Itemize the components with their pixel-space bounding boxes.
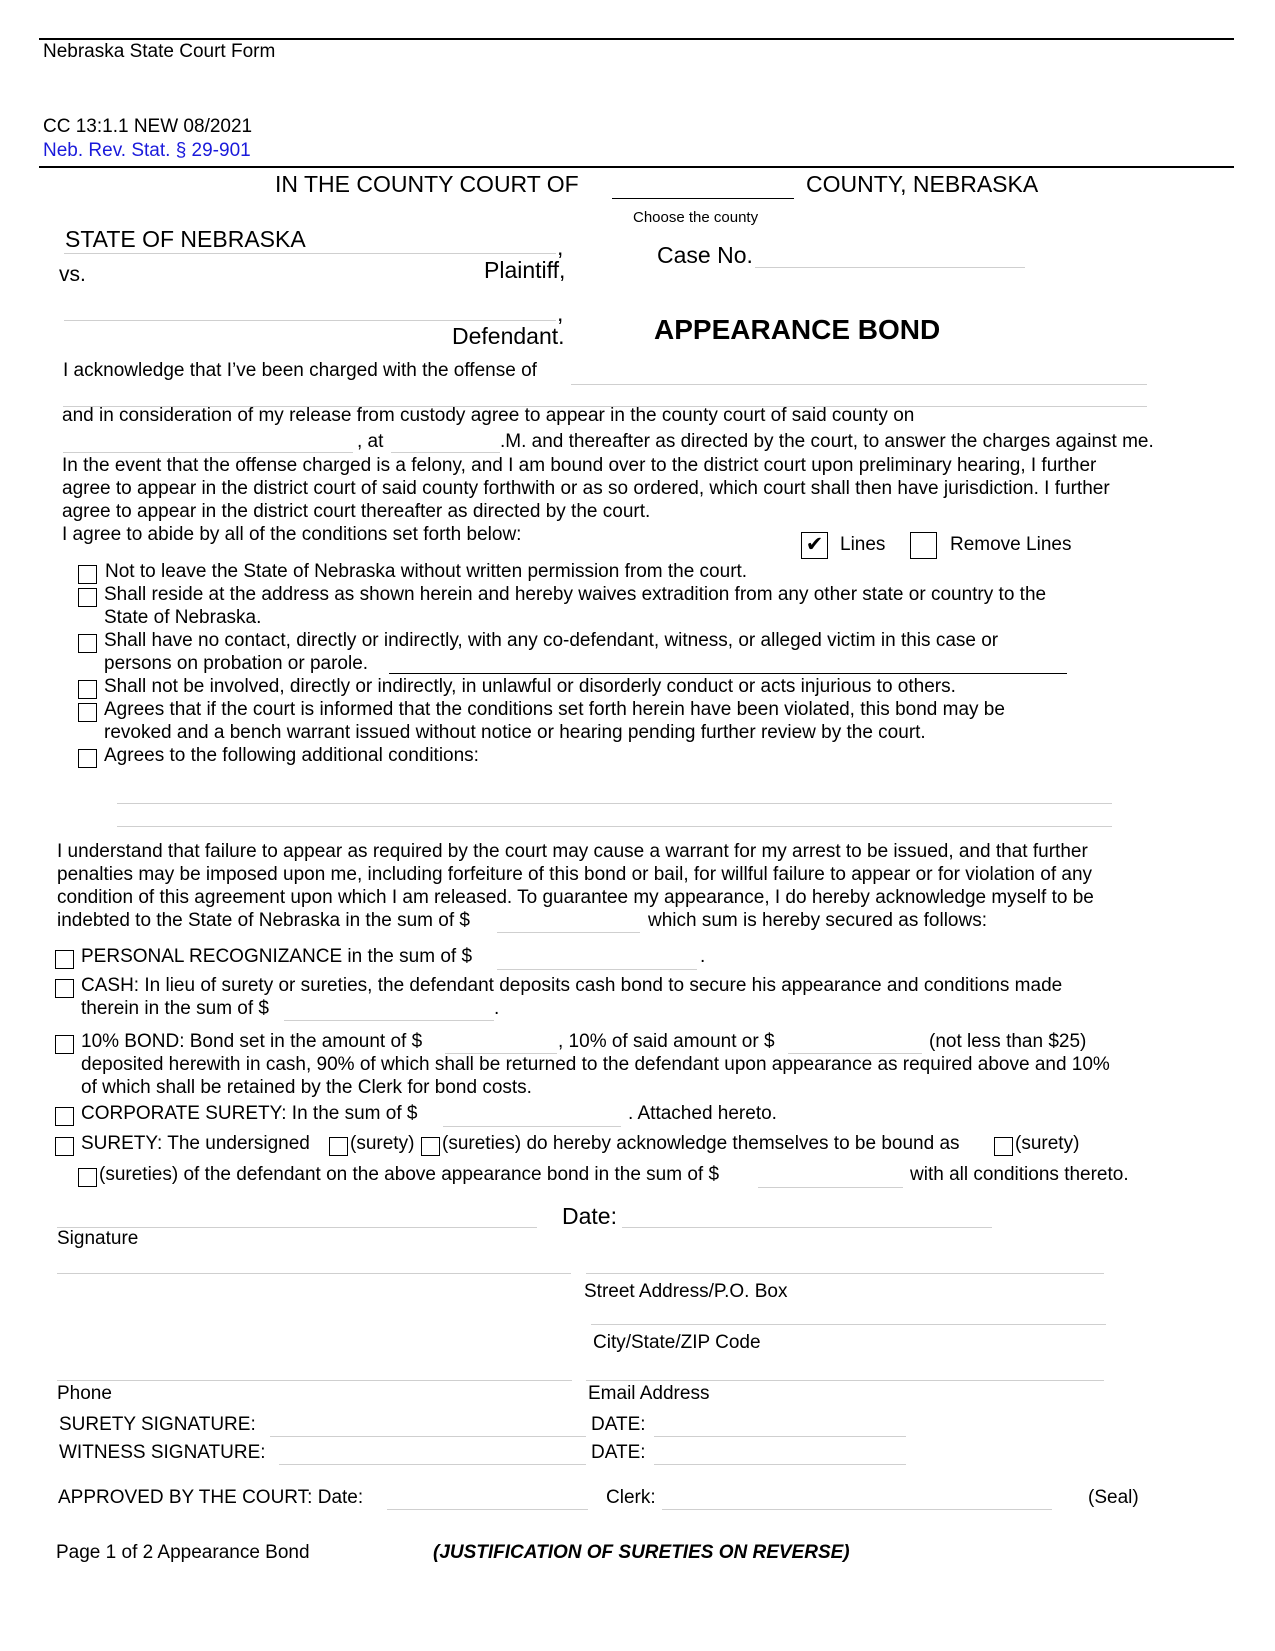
ten-percent-text-3: of which shall be retained by the Clerk for bond costs. xyxy=(81,1077,532,1098)
bound-surety-label: (surety) xyxy=(1015,1133,1080,1154)
condition-5-checkbox[interactable] xyxy=(78,703,97,722)
understanding-line-4-end: which sum is hereby secured as follows: xyxy=(648,910,987,931)
surety-date-label: DATE: xyxy=(591,1414,646,1435)
additional-conditions-field-2[interactable] xyxy=(117,826,1112,827)
street-label: Street Address/P.O. Box xyxy=(584,1281,788,1302)
felony-line-3: agree to appear in the district court thereafter as directed by the court. xyxy=(62,501,651,522)
cash-sum-field[interactable] xyxy=(284,1020,494,1021)
ten-percent-mid: , 10% of said amount or $ xyxy=(558,1031,775,1052)
defendant-field-line[interactable] xyxy=(64,320,556,321)
approved-date-field[interactable] xyxy=(387,1509,588,1510)
bound-surety-checkbox[interactable] xyxy=(994,1137,1013,1156)
clerk-label: Clerk: xyxy=(606,1487,656,1508)
case-no-label: Case No. xyxy=(657,242,753,268)
personal-recognizance-checkbox[interactable] xyxy=(55,950,74,969)
surety-signature-label: SURETY SIGNATURE: xyxy=(59,1414,256,1435)
form-title: APPEARANCE BOND xyxy=(654,314,941,345)
sureties-sum-text: (sureties) of the defendant on the above appearance bond in the sum of $ xyxy=(99,1164,720,1185)
ten-percent-text-2: deposited herewith in cash, 90% of which shall be returned to the defendant upon appearance as required above and 10% xyxy=(81,1054,1110,1075)
ten-percent-text: 10% BOND: Bond set in the amount of $ xyxy=(81,1031,423,1052)
page-footer: Page 1 of 2 Appearance Bond xyxy=(56,1542,310,1563)
condition-4-checkbox[interactable] xyxy=(78,680,97,699)
form-code: CC 13:1.1 NEW 08/2021 xyxy=(43,116,253,137)
corporate-surety-text: CORPORATE SURETY: In the sum of $ xyxy=(81,1103,418,1124)
phone-label: Phone xyxy=(57,1383,112,1404)
understanding-line-1: I understand that failure to appear as required by the court may cause a warrant for my arrest to be issued, and that further xyxy=(57,841,1088,862)
condition-2-text-cont: State of Nebraska. xyxy=(104,607,262,628)
ten-percent-checkbox[interactable] xyxy=(55,1035,74,1054)
name-field[interactable] xyxy=(57,1273,571,1274)
surety-single-checkbox[interactable] xyxy=(329,1137,348,1156)
lines-label: Lines xyxy=(840,534,886,555)
condition-3-text: Shall have no contact, directly or indirectly, with any co-defendant, witness, or alleged victim in this case or xyxy=(104,630,999,651)
understanding-line-3: condition of this agreement upon which I am released. To guarantee my appearance, I do hereby acknowledge myself to be xyxy=(57,887,1094,908)
condition-3-checkbox[interactable] xyxy=(78,634,97,653)
cash-text: CASH: In lieu of surety or sureties, the defendant deposits cash bond to secure his appearance and conditions made xyxy=(81,975,1063,996)
remove-lines-checkbox[interactable] xyxy=(910,532,937,559)
witness-date-label: DATE: xyxy=(591,1442,646,1463)
defendant-comma: , xyxy=(557,300,564,326)
appear-date-field[interactable] xyxy=(63,452,353,453)
date-field[interactable] xyxy=(622,1227,992,1228)
condition-6-text: Agrees to the following additional conditions: xyxy=(104,745,479,766)
condition-1-checkbox[interactable] xyxy=(78,565,97,584)
plaintiff-label: Plaintiff, xyxy=(484,257,566,283)
surety-checkbox[interactable] xyxy=(55,1137,74,1156)
cash-checkbox[interactable] xyxy=(55,979,74,998)
personal-recognizance-text: PERSONAL RECOGNIZANCE in the sum of $ xyxy=(81,946,473,967)
pr-sum-field[interactable] xyxy=(497,969,697,970)
indebted-sum-field[interactable] xyxy=(497,932,640,933)
vs-label: vs. xyxy=(59,263,86,286)
surety-sum-field[interactable] xyxy=(758,1187,903,1188)
surety-single-label: (surety) xyxy=(350,1133,415,1154)
city-field[interactable] xyxy=(591,1324,1106,1325)
approved-label: APPROVED BY THE COURT: Date: xyxy=(58,1487,364,1508)
condition-2-checkbox[interactable] xyxy=(78,588,97,607)
condition-6-checkbox[interactable] xyxy=(78,749,97,768)
corporate-sum-field[interactable] xyxy=(443,1126,621,1127)
court-prefix: IN THE COUNTY COURT OF xyxy=(275,171,579,197)
defendant-label: Defendant. xyxy=(452,323,565,349)
sureties-plural-checkbox[interactable] xyxy=(421,1137,440,1156)
understanding-line-4: indebted to the State of Nebraska in the sum of $ xyxy=(57,910,470,931)
street-field[interactable] xyxy=(586,1273,1104,1274)
sureties-text: (sureties) do hereby acknowledge themselves to be bound as xyxy=(442,1133,960,1154)
plaintiff-name: STATE OF NEBRASKA xyxy=(65,226,306,252)
surety-date-field[interactable] xyxy=(654,1436,906,1437)
time-suffix: .M. and thereafter as directed by the court, to answer the charges against me. xyxy=(500,431,1154,452)
form-name: Nebraska State Court Form xyxy=(43,41,276,62)
condition-2-text: Shall reside at the address as shown herein and hereby waives extradition from any other state or country to the xyxy=(104,584,1047,605)
checkmark-icon: ✔ xyxy=(805,533,824,556)
consideration-text: and in consideration of my release from custody agree to appear in the county court of said county on xyxy=(62,405,915,426)
condition-4-text: Shall not be involved, directly or indirectly, in unlawful or disorderly conduct or acts injurious to others. xyxy=(104,676,956,697)
date-label: Date: xyxy=(562,1203,617,1229)
ten-percent-min: (not less than $25) xyxy=(929,1031,1087,1052)
clerk-field[interactable] xyxy=(662,1509,1052,1510)
offense-intro: I acknowledge that I’ve been charged with the offense of xyxy=(63,360,537,381)
bound-sureties-checkbox[interactable] xyxy=(78,1168,97,1187)
top-rule xyxy=(39,38,1234,40)
cash-period: . xyxy=(494,998,500,1019)
felony-line-2: agree to appear in the district court of said county forthwith or as so ordered, which court shall then have jurisdiction. I further xyxy=(62,478,1110,499)
appear-time-field[interactable] xyxy=(391,452,500,453)
witness-signature-field[interactable] xyxy=(279,1464,586,1465)
email-label: Email Address xyxy=(588,1383,710,1404)
condition-3-text-cont: persons on probation or parole. xyxy=(104,653,369,674)
understanding-line-2: penalties may be imposed upon me, including forfeiture of this bond or bail, for willful failure to appear or for violation of any xyxy=(57,864,1093,885)
lines-checkbox[interactable] xyxy=(801,532,828,559)
surety-end-text: with all conditions thereto. xyxy=(910,1164,1129,1185)
corporate-surety-checkbox[interactable] xyxy=(55,1107,74,1126)
plaintiff-comma: , xyxy=(557,234,564,260)
witness-date-field[interactable] xyxy=(654,1464,906,1465)
condition-5-text: Agrees that if the court is informed that the conditions set forth herein have been violated, this bond may be xyxy=(104,699,1005,720)
witness-signature-label: WITNESS SIGNATURE: xyxy=(59,1442,266,1463)
county-field[interactable] xyxy=(612,198,794,199)
surety-signature-field[interactable] xyxy=(270,1436,586,1437)
no-contact-field[interactable] xyxy=(389,673,1067,674)
felony-line-1: In the event that the offense charged is a felony, and I am bound over to the district court upon preliminary hearing, I further xyxy=(62,455,1097,476)
court-suffix: COUNTY, NEBRASKA xyxy=(806,171,1039,197)
condition-5-text-cont: revoked and a bench warrant issued without notice or hearing pending further review by the court. xyxy=(104,722,926,743)
abide-text: I agree to abide by all of the conditions set forth below: xyxy=(62,524,522,545)
additional-conditions-field-1[interactable] xyxy=(117,803,1112,804)
offense-field-1[interactable] xyxy=(571,384,1147,385)
corporate-surety-end: . Attached hereto. xyxy=(628,1103,777,1124)
remove-lines-label: Remove Lines xyxy=(950,534,1072,555)
cash-text-cont: therein in the sum of $ xyxy=(81,998,269,1019)
header-rule xyxy=(39,166,1234,168)
signature-label: Signature xyxy=(57,1228,139,1249)
plaintiff-field-line[interactable] xyxy=(64,253,556,254)
surety-text: SURETY: The undersigned xyxy=(81,1133,310,1154)
pr-period: . xyxy=(700,946,706,967)
county-hint: Choose the county xyxy=(633,209,759,226)
seal-label: (Seal) xyxy=(1088,1487,1139,1508)
email-field[interactable] xyxy=(586,1380,1104,1381)
phone-field[interactable] xyxy=(57,1380,572,1381)
at-label: , at xyxy=(357,431,384,452)
statute-link[interactable]: Neb. Rev. Stat. § 29-901 xyxy=(43,140,251,161)
case-no-field[interactable] xyxy=(755,267,1025,268)
city-label: City/State/ZIP Code xyxy=(593,1332,761,1353)
reverse-note: (JUSTIFICATION OF SURETIES ON REVERSE) xyxy=(433,1542,850,1563)
condition-1-text: Not to leave the State of Nebraska without written permission from the court. xyxy=(105,561,748,582)
